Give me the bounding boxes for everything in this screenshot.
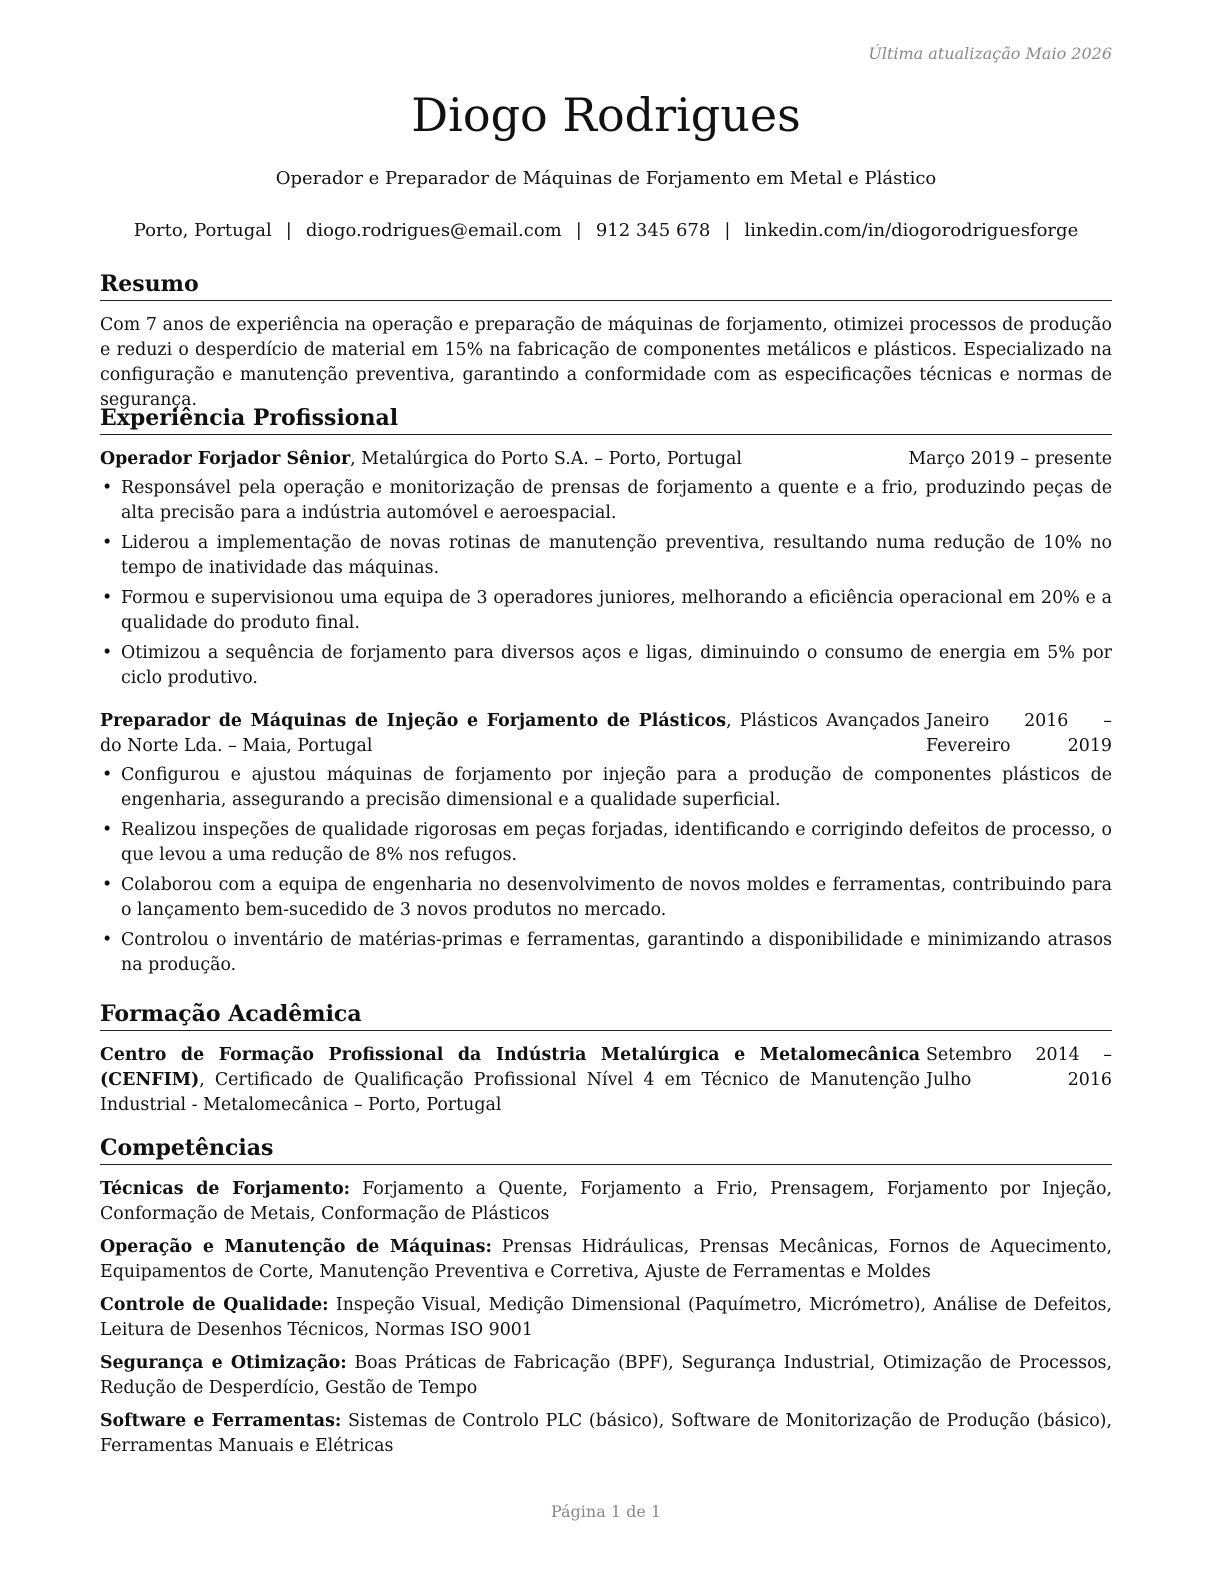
skill-group <box>100 1177 1112 1227</box>
skill-items: Boas Práticas de Fabricação (BPF), Segurança Industrial, Otimização de Processos, Redução de Desperdício, Gestão de Tempo <box>100 1353 1112 1398</box>
job-title: Operador e Preparador de Máquinas de Forjamento em Metal e Plástico <box>275 168 937 189</box>
skill-group <box>100 1235 1112 1285</box>
education-section <box>100 1000 1112 1118</box>
skill-items: Sistemas de Controlo PLC (básico), Software de Monitorização de Produção (básico), Ferramentas Manuais e Elétricas <box>100 1411 1112 1456</box>
resume-page <box>100 0 1112 1584</box>
contact-line <box>100 220 1112 241</box>
job-role: Operador Forjador Sênior <box>100 449 351 469</box>
experience-section <box>100 404 1112 983</box>
section-title-summary: Resumo <box>100 270 1112 301</box>
job-entry <box>100 709 1112 978</box>
job-header <box>100 447 1112 472</box>
bullet-item: • Colaborou com a equipa de engenharia no desenvolvimento de novos moldes e ferramentas, contribuindo para o lançamento bem-sucedido de 3 novos produtos no mercado. <box>100 873 1112 923</box>
job-dates: Janeiro 2016 – Fevereiro 2019 <box>926 711 1112 756</box>
bullet-item: • Responsável pela operação e monitorização de prensas de forjamento a quente e a frio, produzindo peças de alta precisão para a indústria automóvel e aeroespacial. <box>100 476 1112 526</box>
job-bullets <box>100 476 1112 691</box>
contact-linkedin[interactable]: linkedin.com/in/diogorodriguesforge <box>744 220 1079 241</box>
contact-separator: | <box>575 220 582 241</box>
contact-email[interactable]: diogo.rodrigues@email.com <box>305 220 562 241</box>
education-details: , Certificado de Qualificação Profissional Nível 4 em Técnico de Manutenção Industrial - Metalomecânica – Porto, Portugal <box>100 1070 920 1115</box>
job-header <box>100 709 1112 759</box>
skills-section <box>100 1134 1112 1467</box>
bullet-item: • Otimizou a sequência de forjamento para diversos aços e ligas, diminuindo o consumo de energia em 5% por ciclo produtivo. <box>100 641 1112 691</box>
skill-items: Forjamento a Quente, Forjamento a Frio, Prensagem, Forjamento por Injeção, Conformação de Metais, Conformação de Plásticos <box>100 1179 1112 1224</box>
bullet-item: • Liderou a implementação de novas rotinas de manutenção preventiva, resultando numa redução de 10% no tempo de inatividade das máquinas. <box>100 531 1112 581</box>
skill-group <box>100 1351 1112 1401</box>
skill-label: Controle de Qualidade: <box>100 1295 329 1315</box>
section-title-skills: Competências <box>100 1134 1112 1165</box>
job-bullets <box>100 763 1112 978</box>
summary-text: Com 7 anos de experiência na operação e preparação de máquinas de forjamento, otimizei processos de produção e reduzi o desperdício de material em 15% na fabricação de componentes metálicos e plásticos. Especializado na configuração e manutenção preventiva, garantindo a conformidade com as especificações técnicas e normas de segurança. <box>100 315 1112 410</box>
job-entry <box>100 447 1112 691</box>
bullet-item: • Controlou o inventário de matérias-primas e ferramentas, garantindo a disponibilidade e minimizando atrasos na produção. <box>100 928 1112 978</box>
education-entry <box>100 1043 1112 1118</box>
skill-group <box>100 1409 1112 1459</box>
skill-label: Segurança e Otimização: <box>100 1353 347 1373</box>
skill-group <box>100 1293 1112 1343</box>
skill-label: Software e Ferramentas: <box>100 1411 342 1431</box>
skill-label: Operação e Manutenção de Máquinas: <box>100 1237 492 1257</box>
skill-label: Técnicas de Forjamento: <box>100 1179 351 1199</box>
bullet-item: • Configurou e ajustou máquinas de forjamento por injeção para a produção de componentes plásticos de engenharia, assegurando a precisão dimensional e a qualidade superficial. <box>100 763 1112 813</box>
section-title-education: Formação Acadêmica <box>100 1000 1112 1031</box>
candidate-name: Diogo Rodrigues <box>411 88 801 142</box>
skill-items: Inspeção Visual, Medição Dimensional (Paquímetro, Micrómetro), Análise de Defeitos, Leitura de Desenhos Técnicos, Normas ISO 9001 <box>100 1295 1112 1340</box>
section-title-experience: Experiência Profissional <box>100 404 1112 435</box>
contact-location: Porto, Portugal <box>133 220 272 241</box>
bullet-item: • Formou e supervisionou uma equipa de 3 operadores juniores, melhorando a eficiência operacional em 20% e a qualidade do produto final. <box>100 586 1112 636</box>
education-institution: Centro de Formação Profissional da Indústria Metalúrgica e Metalomecânica (CENFIM) <box>100 1045 920 1090</box>
contact-phone: 912 345 678 <box>595 220 711 241</box>
bullet-item: • Realizou inspeções de qualidade rigorosas em peças forjadas, identificando e corrigindo defeitos de processo, o que levou a uma redução de 8% nos refugos. <box>100 818 1112 868</box>
summary-section <box>100 270 1112 413</box>
contact-separator: | <box>285 220 292 241</box>
skill-items: Prensas Hidráulicas, Prensas Mecânicas, Fornos de Aquecimento, Equipamentos de Corte, Manutenção Preventiva e Corretiva, Ajuste de Ferramentas e Moldes <box>100 1237 1112 1282</box>
job-dates: Março 2019 – presente <box>908 449 1112 469</box>
job-company: , Plásticos Avançados do Norte Lda. – Maia, Portugal <box>100 711 920 756</box>
education-dates: Setembro 2014 – Julho 2016 <box>926 1045 1112 1090</box>
job-role: Preparador de Máquinas de Injeção e Forjamento de Plásticos <box>100 711 727 731</box>
job-company: , Metalúrgica do Porto S.A. – Porto, Portugal <box>350 449 742 469</box>
last-updated: Última atualização Maio 2026 <box>868 44 1112 63</box>
contact-separator: | <box>724 220 731 241</box>
page-number: Página 1 de 1 <box>550 1502 662 1521</box>
